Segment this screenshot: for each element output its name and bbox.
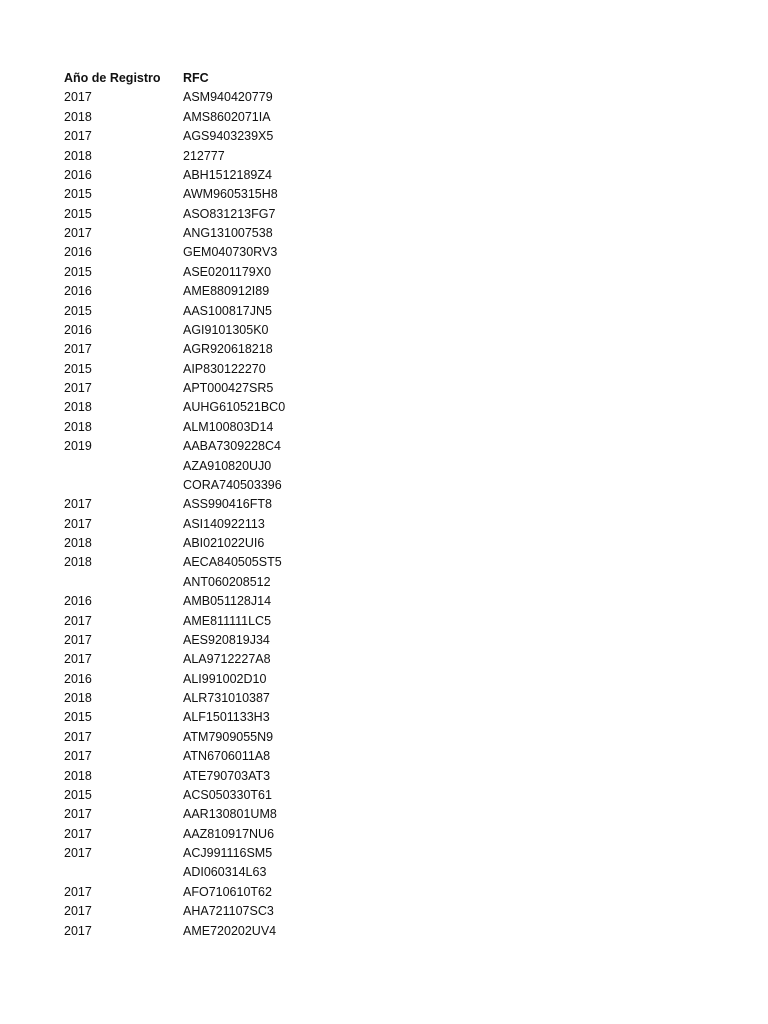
year-cell: 2018 — [64, 555, 92, 570]
table-header-row — [64, 69, 364, 88]
table-row — [64, 592, 364, 611]
table-row — [64, 108, 364, 127]
rfc-cell: AAR130801UM8 — [183, 807, 277, 822]
rfc-cell: ASI140922113 — [183, 516, 265, 531]
year-cell — [64, 457, 183, 476]
table-row — [64, 205, 364, 224]
rfc-cell: ADI060314L63 — [183, 865, 267, 880]
rfc-cell: ACJ991116SM5 — [183, 846, 273, 860]
year-cell: 2017 — [64, 826, 92, 841]
table-row — [64, 786, 364, 805]
table-row — [64, 166, 364, 185]
rfc-cell: ALI991002D10 — [183, 671, 267, 686]
year-cell: 2017 — [64, 516, 92, 531]
rfc-cell: AZA910820UJ0 — [183, 458, 272, 473]
year-cell: 2015 — [64, 710, 92, 725]
table-row — [64, 708, 364, 727]
rfc-cell: AGR920618218 — [183, 342, 273, 357]
rfc-cell: APT000427SR5 — [183, 381, 274, 395]
rfc-cell: AAS100817JN5 — [183, 303, 272, 318]
table-row — [64, 302, 364, 321]
rfc-cell: ATN6706011A8 — [183, 749, 271, 764]
year-cell: 2017 — [64, 904, 92, 919]
year-cell: 2017 — [64, 729, 92, 744]
table-row — [64, 88, 364, 107]
rfc-cell: AME811111LC5 — [183, 613, 272, 628]
table-row — [64, 127, 364, 146]
rfc-cell: ANT060208512 — [183, 574, 271, 589]
year-cell: 2018 — [64, 768, 92, 783]
year-cell: 2017 — [64, 342, 92, 357]
table-row — [64, 825, 364, 844]
year-cell: 2016 — [64, 167, 92, 182]
year-cell — [64, 476, 183, 495]
rfc-cell: ABH1512189Z4 — [183, 167, 272, 182]
column-header-year: Año de Registro — [64, 71, 161, 85]
year-cell: 2015 — [64, 787, 92, 802]
table-row — [64, 534, 364, 553]
year-cell: 2017 — [64, 846, 92, 860]
year-cell: 2018 — [64, 148, 92, 163]
year-cell: 2018 — [64, 536, 92, 550]
table-row — [64, 922, 364, 941]
table-row — [64, 689, 364, 708]
rfc-cell: AABA7309228C4 — [183, 439, 281, 454]
year-cell: 2017 — [64, 381, 92, 395]
rfc-cell: ALA9712227A8 — [183, 652, 271, 667]
table-row — [64, 767, 364, 786]
table-row — [64, 515, 364, 534]
rfc-cell: ATE790703AT3 — [183, 768, 271, 783]
year-cell: 2017 — [64, 226, 92, 240]
rfc-cell: AME880912I89 — [183, 284, 270, 299]
table-row — [64, 379, 364, 398]
table-row — [64, 902, 364, 921]
rfc-cell: AMS8602071IA — [183, 109, 271, 124]
table-row — [64, 282, 364, 301]
rfc-cell: AGI9101305K0 — [183, 322, 269, 337]
year-cell: 2016 — [64, 671, 92, 686]
year-cell: 2018 — [64, 400, 92, 415]
year-cell: 2016 — [64, 322, 92, 337]
table-row — [64, 224, 364, 243]
year-cell: 2015 — [64, 361, 92, 376]
rfc-cell: ALR731010387 — [183, 691, 270, 705]
table-body — [64, 88, 364, 941]
year-cell: 2018 — [64, 419, 92, 434]
year-cell: 2017 — [64, 884, 92, 899]
rfc-cell: ABI021022UI6 — [183, 536, 265, 550]
year-cell: 2015 — [64, 264, 92, 279]
rfc-cell: ALF1501133H3 — [183, 710, 270, 725]
rfc-cell: AFO710610T62 — [183, 884, 272, 899]
year-cell: 2015 — [64, 206, 92, 221]
rfc-cell: AGS9403239X5 — [183, 129, 274, 144]
year-cell — [64, 863, 183, 882]
year-cell: 2017 — [64, 632, 92, 647]
year-cell: 2017 — [64, 807, 92, 822]
table-row — [64, 147, 364, 166]
rfc-cell: AHA721107SC3 — [183, 904, 274, 919]
table-row — [64, 263, 364, 282]
year-cell: 2015 — [64, 187, 92, 202]
table-row — [64, 360, 364, 379]
table-row — [64, 573, 364, 592]
table-row — [64, 728, 364, 747]
rfc-cell: ASE0201179X0 — [183, 264, 272, 279]
year-cell: 2017 — [64, 90, 92, 105]
year-cell: 2017 — [64, 652, 92, 667]
year-cell: 2019 — [64, 439, 92, 454]
rfc-cell: 212777 — [183, 148, 225, 163]
year-cell: 2017 — [64, 497, 92, 512]
rfc-cell: ALM100803D14 — [183, 419, 274, 434]
table-row — [64, 612, 364, 631]
rfc-cell: AAZ810917NU6 — [183, 826, 275, 841]
rfc-cell: AUHG610521BC0 — [183, 400, 286, 415]
table-row — [64, 650, 364, 669]
table-row — [64, 495, 364, 514]
rfc-cell: ASO831213FG7 — [183, 206, 276, 221]
rfc-cell: CORA740503396 — [183, 477, 282, 492]
year-cell: 2018 — [64, 691, 92, 705]
year-cell: 2017 — [64, 129, 92, 144]
rfc-cell: AIP830122270 — [183, 361, 266, 376]
table-row — [64, 631, 364, 650]
year-cell: 2016 — [64, 284, 92, 299]
table-row — [64, 437, 364, 456]
table-row — [64, 340, 364, 359]
table-row — [64, 418, 364, 437]
table-row — [64, 863, 364, 882]
year-cell — [64, 573, 183, 592]
table-row — [64, 243, 364, 262]
table-row — [64, 457, 364, 476]
rfc-cell: ACS050330T61 — [183, 787, 272, 802]
table-row — [64, 747, 364, 766]
table-row — [64, 553, 364, 572]
column-header-rfc: RFC — [183, 71, 209, 85]
rfc-cell: AMB051128J14 — [183, 594, 272, 609]
table-row — [64, 670, 364, 689]
rfc-cell: GEM040730RV3 — [183, 245, 278, 260]
table-row — [64, 185, 364, 204]
year-cell: 2015 — [64, 303, 92, 318]
table-row — [64, 844, 364, 863]
rfc-cell: AECA840505ST5 — [183, 555, 282, 570]
year-cell: 2016 — [64, 594, 92, 609]
year-cell: 2017 — [64, 613, 92, 628]
rfc-cell: AES920819J34 — [183, 632, 270, 647]
table-row — [64, 398, 364, 417]
table-row — [64, 805, 364, 824]
year-cell: 2017 — [64, 749, 92, 764]
rfc-table — [64, 69, 364, 941]
rfc-cell: ANG131007538 — [183, 226, 273, 240]
rfc-cell: AME720202UV4 — [183, 923, 277, 938]
year-cell: 2017 — [64, 923, 92, 938]
rfc-cell: ATM7909055N9 — [183, 729, 274, 744]
year-cell: 2018 — [64, 109, 92, 124]
table-row — [64, 883, 364, 902]
table-row — [64, 321, 364, 340]
rfc-cell: ASS990416FT8 — [183, 497, 272, 512]
table-row — [64, 476, 364, 495]
rfc-cell: ASM940420779 — [183, 90, 273, 105]
year-cell: 2016 — [64, 245, 92, 260]
rfc-cell: AWM9605315H8 — [183, 187, 278, 202]
